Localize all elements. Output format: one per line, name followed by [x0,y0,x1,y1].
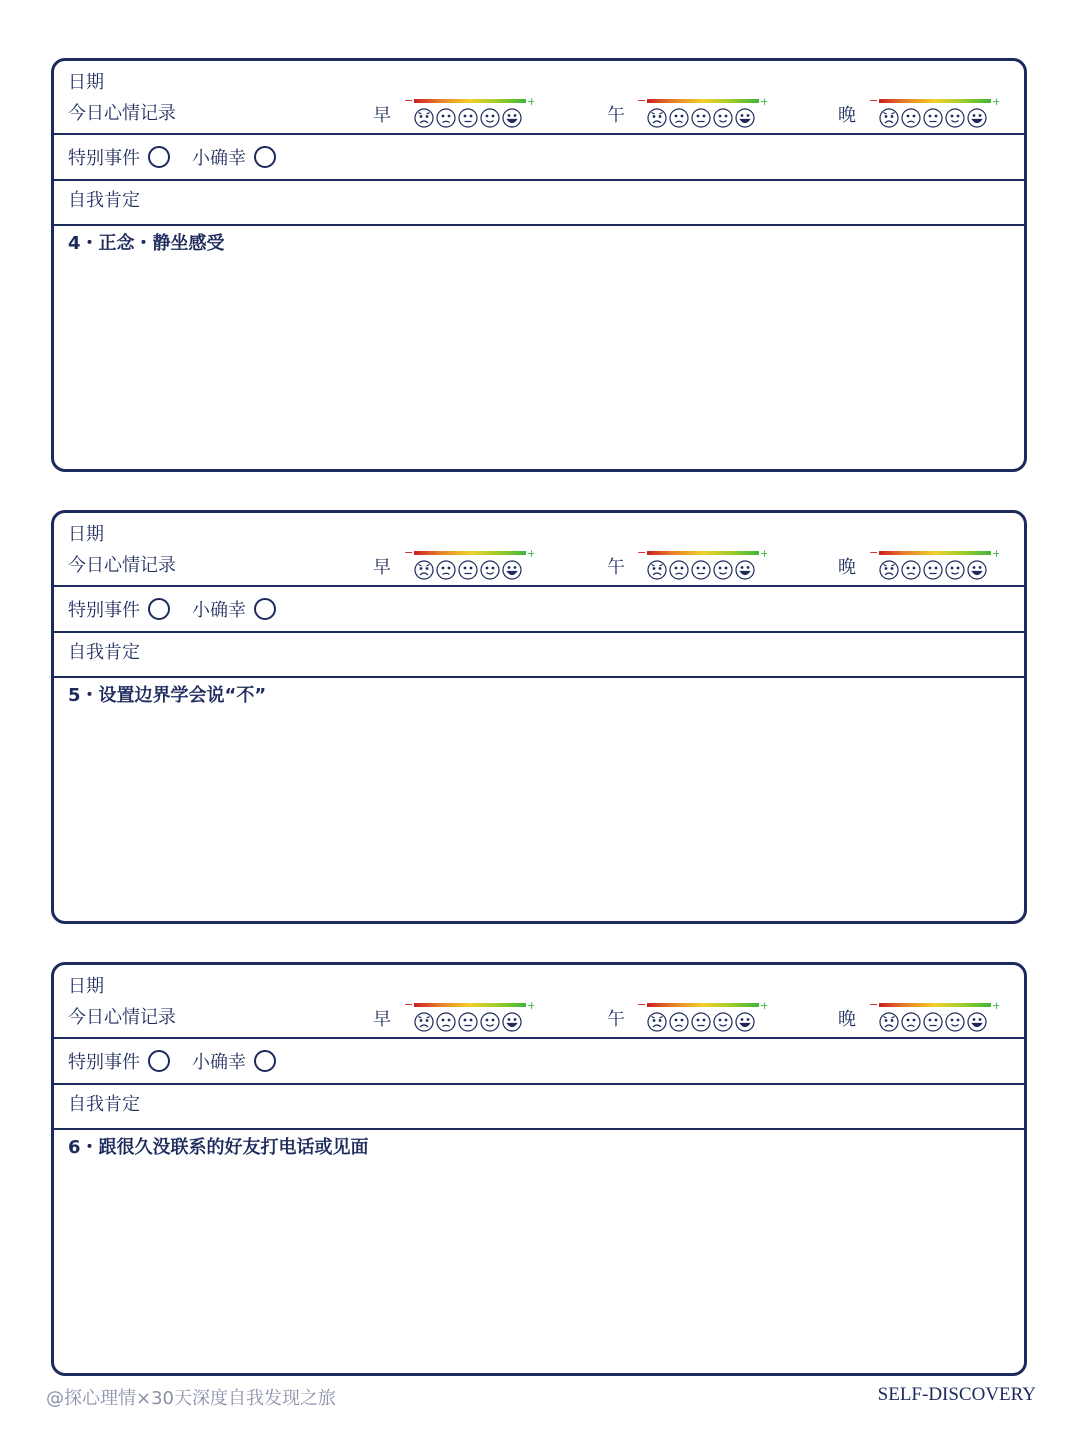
task-area[interactable] [54,676,1024,921]
morning-mood-scale[interactable] [404,999,534,1033]
footer-brand: SELF-DISCOVERY [877,1384,1036,1405]
journal-card-2 [51,510,1027,924]
task-area[interactable] [54,224,1024,469]
date-label[interactable]: 日期 [68,524,104,545]
task-title: 6・跟很久没联系的好友打电话或见面 [68,1137,369,1158]
noon-mood-scale[interactable] [637,95,767,129]
special-event-checkbox[interactable] [148,598,170,620]
special-event-label: 特别事件 [68,148,140,169]
morning-label: 早 [373,1009,391,1030]
mood-row [54,513,1024,587]
mood-record-label: 今日心情记录 [68,555,176,576]
self-affirmation-label: 自我肯定 [68,1094,140,1115]
events-row [54,133,1024,181]
footer-credit: @探心理情×30天深度自我发现之旅 [46,1388,336,1409]
small-happiness-checkbox[interactable] [254,1050,276,1072]
morning-mood-scale[interactable] [404,547,534,581]
mood-record-label: 今日心情记录 [68,1007,176,1028]
task-title: 5・设置边界学会说“不” [68,685,267,706]
noon-label: 午 [607,105,625,126]
task-area[interactable] [54,1128,1024,1373]
journal-card-1 [51,58,1027,472]
events-row [54,585,1024,633]
task-title: 4・正念・静坐感受 [68,233,225,254]
affirmation-row[interactable] [54,631,1024,678]
date-label[interactable]: 日期 [68,976,104,997]
events-row [54,1037,1024,1085]
affirmation-row[interactable] [54,179,1024,226]
noon-label: 午 [607,557,625,578]
special-event-label: 特别事件 [68,1052,140,1073]
evening-mood-scale[interactable] [869,547,999,581]
noon-mood-scale[interactable] [637,547,767,581]
small-happiness-checkbox[interactable] [254,146,276,168]
journal-card-3 [51,962,1027,1376]
special-event-checkbox[interactable] [148,146,170,168]
date-label[interactable]: 日期 [68,72,104,93]
mood-record-label: 今日心情记录 [68,103,176,124]
small-happiness-checkbox[interactable] [254,598,276,620]
evening-label: 晚 [838,1009,856,1030]
small-happiness-label: 小确幸 [192,600,246,621]
self-affirmation-label: 自我肯定 [68,642,140,663]
evening-mood-scale[interactable] [869,999,999,1033]
mood-row [54,61,1024,135]
affirmation-row[interactable] [54,1083,1024,1130]
morning-label: 早 [373,105,391,126]
special-event-label: 特别事件 [68,600,140,621]
noon-label: 午 [607,1009,625,1030]
evening-label: 晚 [838,557,856,578]
self-affirmation-label: 自我肯定 [68,190,140,211]
mood-row [54,965,1024,1039]
morning-label: 早 [373,557,391,578]
small-happiness-label: 小确幸 [192,1052,246,1073]
evening-mood-scale[interactable] [869,95,999,129]
special-event-checkbox[interactable] [148,1050,170,1072]
noon-mood-scale[interactable] [637,999,767,1033]
evening-label: 晚 [838,105,856,126]
small-happiness-label: 小确幸 [192,148,246,169]
morning-mood-scale[interactable] [404,95,534,129]
